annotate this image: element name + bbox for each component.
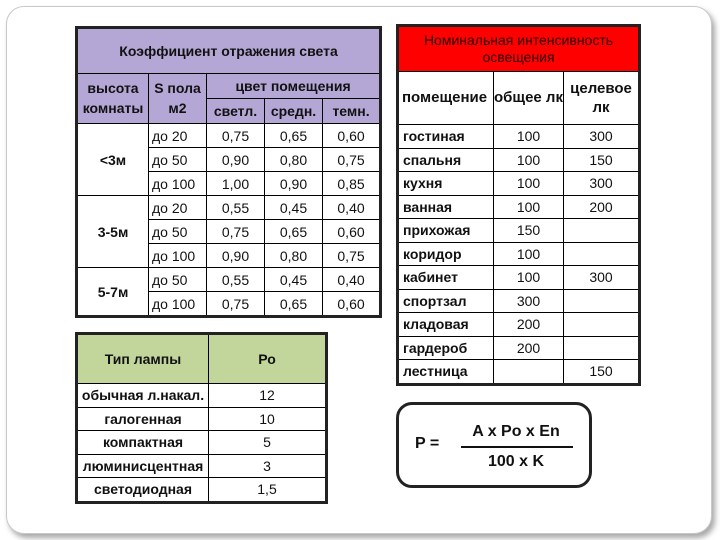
target-lux-header: целевое лк xyxy=(564,72,640,125)
formula-numerator: A x Po x En xyxy=(472,423,560,440)
general-lux-cell xyxy=(494,360,564,385)
general-lux-cell: 100 xyxy=(494,172,564,196)
po-value-cell: 12 xyxy=(209,384,327,408)
value-cell: 0,65 xyxy=(265,292,323,317)
lamp-type-cell: люминисцентная xyxy=(77,454,209,478)
lamp-type-cell: компактная xyxy=(77,431,209,455)
target-lux-cell xyxy=(564,313,640,337)
value-cell: 0,75 xyxy=(207,220,265,244)
reflection-coefficient-table xyxy=(75,26,382,318)
area-cell: до 50 xyxy=(149,220,207,244)
room-cell: кабинет xyxy=(398,266,494,290)
height-group-cell: <3м xyxy=(77,124,149,196)
general-lux-cell: 100 xyxy=(494,242,564,266)
reflection-table-title: Коэффициент отражения света xyxy=(77,28,381,74)
value-cell: 0,60 xyxy=(323,124,381,148)
height-group-cell: 5-7м xyxy=(77,268,149,317)
value-cell: 0,75 xyxy=(323,244,381,268)
color-dark-header: темн. xyxy=(323,99,381,124)
po-value-cell: 3 xyxy=(209,454,327,478)
target-lux-cell: 150 xyxy=(564,360,640,385)
value-cell: 0,45 xyxy=(265,196,323,220)
value-cell: 0,80 xyxy=(265,244,323,268)
lamp-type-cell: светодиодная xyxy=(77,478,209,503)
room-color-header: цвет помещения xyxy=(207,74,381,99)
po-value-cell: 10 xyxy=(209,407,327,431)
area-cell: до 100 xyxy=(149,244,207,268)
general-lux-cell: 200 xyxy=(494,336,564,360)
general-lux-cell: 100 xyxy=(494,125,564,149)
room-cell: гардероб xyxy=(398,336,494,360)
value-cell: 0,65 xyxy=(265,220,323,244)
target-lux-cell xyxy=(564,289,640,313)
target-lux-cell xyxy=(564,336,640,360)
general-lux-cell: 300 xyxy=(494,289,564,313)
value-cell: 0,40 xyxy=(323,268,381,292)
room-cell: спортзал xyxy=(398,289,494,313)
po-header: Ро xyxy=(209,334,327,384)
value-cell: 0,75 xyxy=(207,124,265,148)
value-cell: 0,85 xyxy=(323,172,381,196)
room-cell: коридор xyxy=(398,242,494,266)
room-cell: гостиная xyxy=(398,125,494,149)
lamp-type-cell: галогенная xyxy=(77,407,209,431)
value-cell: 0,65 xyxy=(265,124,323,148)
value-cell: 0,90 xyxy=(207,244,265,268)
value-cell: 0,90 xyxy=(265,172,323,196)
target-lux-cell: 300 xyxy=(564,266,640,290)
target-lux-cell: 300 xyxy=(564,125,640,149)
target-lux-cell: 300 xyxy=(564,172,640,196)
area-cell: до 20 xyxy=(149,196,207,220)
formula-denominator: 100 x K xyxy=(487,453,545,470)
general-lux-cell: 150 xyxy=(494,219,564,243)
po-value-cell: 5 xyxy=(209,431,327,455)
room-cell: ванная xyxy=(398,195,494,219)
room-cell: прихожая xyxy=(398,219,494,243)
room-cell: лестница xyxy=(398,360,494,385)
formula-lhs: P = xyxy=(415,435,440,452)
area-cell: до 100 xyxy=(149,292,207,317)
target-lux-cell xyxy=(564,219,640,243)
target-lux-cell xyxy=(564,242,640,266)
general-lux-cell: 100 xyxy=(494,148,564,172)
lamp-type-cell: обычная л.накал. xyxy=(77,384,209,408)
room-cell: спальня xyxy=(398,148,494,172)
area-cell: до 50 xyxy=(149,268,207,292)
value-cell: 0,55 xyxy=(207,268,265,292)
value-cell: 0,75 xyxy=(207,292,265,317)
po-value-cell: 1,5 xyxy=(209,478,327,503)
power-formula-box xyxy=(396,402,592,488)
fraction-line xyxy=(461,446,573,448)
height-group-cell: 3-5м xyxy=(77,196,149,268)
illumination-table xyxy=(396,24,641,386)
general-lux-cell: 100 xyxy=(494,195,564,219)
illumination-table-title: Номинальная интенсивность освещения xyxy=(398,26,640,72)
area-cell: до 20 xyxy=(149,124,207,148)
value-cell: 0,55 xyxy=(207,196,265,220)
general-lux-cell: 100 xyxy=(494,266,564,290)
area-cell: до 100 xyxy=(149,172,207,196)
value-cell: 0,60 xyxy=(323,292,381,317)
general-lux-header: общее лк xyxy=(494,72,564,125)
lamp-type-table xyxy=(75,332,328,504)
target-lux-cell: 200 xyxy=(564,195,640,219)
value-cell: 0,40 xyxy=(323,196,381,220)
general-lux-cell: 200 xyxy=(494,313,564,337)
lamp-type-header: Тип лампы xyxy=(77,334,209,384)
color-light-header: светл. xyxy=(207,99,265,124)
value-cell: 0,90 xyxy=(207,148,265,172)
area-cell: до 50 xyxy=(149,148,207,172)
value-cell: 0,80 xyxy=(265,148,323,172)
height-column-header: высота комнаты xyxy=(77,74,149,124)
room-column-header: помещение xyxy=(398,72,494,125)
room-cell: кладовая xyxy=(398,313,494,337)
color-medium-header: средн. xyxy=(265,99,323,124)
value-cell: 0,60 xyxy=(323,220,381,244)
value-cell: 0,45 xyxy=(265,268,323,292)
value-cell: 1,00 xyxy=(207,172,265,196)
value-cell: 0,75 xyxy=(323,148,381,172)
area-column-header: S пола м2 xyxy=(149,74,207,124)
target-lux-cell: 150 xyxy=(564,148,640,172)
room-cell: кухня xyxy=(398,172,494,196)
